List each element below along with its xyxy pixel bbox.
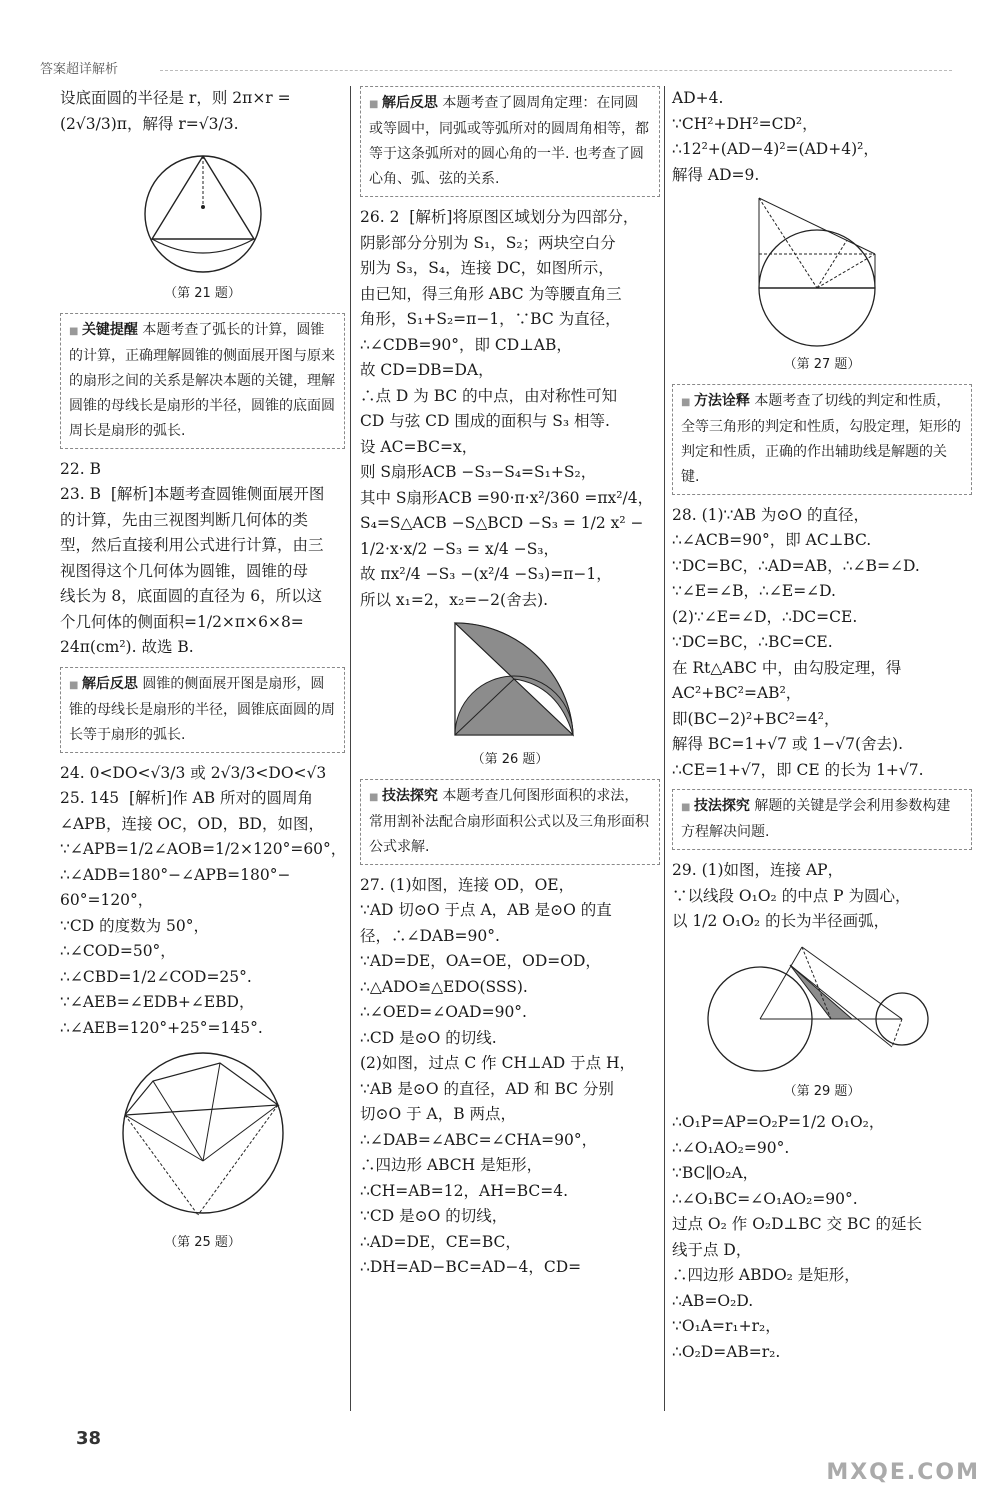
text-line: 28. (1)∵AB 为⊙O 的直径， — [672, 505, 870, 524]
text-line: 径，∴∠DAB=90°. — [360, 926, 500, 945]
figure-21 — [138, 139, 268, 279]
text-line: 由已知，得三角形 ABC 为等腰直角三 — [360, 284, 622, 303]
text-line: 26. 2 [解析]将原图区域划分为四部分， — [360, 208, 639, 226]
tip-text: 本题考查几何图形面积的求法，常用割补法配合扇形面积公式以及三角形面积公式求解. — [369, 787, 649, 855]
tip-text: 圆锥的侧面展开图是扇形，圆锥的母线长是扇形的半径，圆锥底面圆的周长等于扇形的弧长. — [69, 675, 335, 743]
tip-tag: ■ 技法探究 — [369, 788, 438, 804]
figure-27 — [747, 190, 897, 350]
text-line: ∵DC=BC，∴AD=AB，∴∠B=∠D. — [672, 556, 920, 575]
text-line: ∵DC=BC，∴BC=CE. — [672, 633, 833, 651]
text-line: 别为 S₃，S₄，连接 DC，如图所示， — [360, 259, 614, 277]
text-line: 个几何体的侧面积=1/2×π×6×8= — [60, 612, 304, 631]
text-line: ∵BC∥O₂A， — [672, 1164, 759, 1182]
text-line: ∴DH=AD−BC=AD−4，CD= — [360, 1258, 582, 1276]
text-line: ∵O₁A=r₁+r₂， — [672, 1317, 781, 1335]
text-line: 线长为 8，底面圆的直径为 6，所以这 — [60, 587, 323, 605]
tip-box — [60, 313, 345, 449]
text-line: 其中 S扇形ACB =90·π·x²/360 =πx²/4， — [360, 488, 654, 507]
text-line: ∴AD=DE，CE=BC， — [360, 1232, 521, 1251]
figure-25 — [108, 1043, 298, 1228]
text-line: (2√3/3)π，解得 r=√3/3. — [60, 114, 239, 133]
text-line: ∴∠ACB=90°，即 AC⊥BC. — [672, 531, 872, 549]
tip-tag: ■ 方法诠释 — [681, 393, 750, 409]
text-line: S₄=S△ACB −S△BCD −S₃ = 1/2 x² − — [360, 514, 644, 532]
text-line: (2)∵∠E=∠D，∴DC=CE. — [672, 607, 858, 626]
text-line: ∵CH²+DH²=CD²， — [672, 114, 818, 133]
text-line: 29. (1)如图，连接 AP， — [672, 861, 844, 879]
text-line: 过点 O₂ 作 O₂D⊥BC 交 BC 的延长 — [672, 1215, 922, 1233]
tip-box — [60, 667, 345, 753]
tip-tag: ■ 解后反思 — [69, 676, 138, 692]
answer-24: 24. 0<DO<√3/3 或 2√3/3<DO<√3 — [60, 763, 327, 782]
text-line: 阴影部分分别为 S₁，S₂；两块空白分 — [360, 233, 616, 252]
text-line: 故 CD=DB=DA， — [360, 361, 494, 379]
figure-caption: （第 26 题） — [471, 752, 549, 767]
text-line: ∴CD 是⊙O 的切线. — [360, 1028, 497, 1047]
text-line: ∴∠AEB=120°+25°=145°. — [60, 1018, 263, 1037]
tip-text: 解题的关键是学会利用参数构建方程解决问题. — [681, 798, 951, 840]
text-line: 23. B [解析]本题考查圆锥侧面展开图 — [60, 485, 325, 503]
tip-tag: ■ 关键提醒 — [69, 322, 138, 338]
text-line: ∴∠DAB=∠ABC=∠CHA=90°， — [360, 1130, 598, 1149]
text-line: ∴∠CDB=90°，即 CD⊥AB， — [360, 335, 572, 354]
tip-box — [360, 86, 660, 197]
column-1 — [60, 86, 345, 1262]
text-line: ∴∠CBD=1/2∠COD=25°. — [60, 967, 252, 986]
column-3 — [672, 86, 972, 1365]
text-line: ∵∠AEB=∠EDB+∠EBD， — [60, 993, 255, 1011]
text-line: ∴四边形 ABDO₂ 是矩形， — [672, 1266, 860, 1284]
text-line: 的计算，先由三视图判断几何体的类 — [60, 510, 309, 529]
tip-text: 本题考查了圆周角定理：在同圆或等圆中，同弧或等弧所对的圆周角相等，都等于这条弧所对的圆心角的一半. 也考查了圆心角、弧、弦的关系. — [369, 95, 649, 187]
text-line: 设底面圆的半径是 r，则 2π×r = — [60, 89, 291, 107]
text-line: AC²+BC²=AB²， — [672, 684, 802, 702]
text-line: 线于点 D， — [672, 1240, 752, 1259]
text-line: ∵AD 切⊙O 于点 A，AB 是⊙O 的直 — [360, 901, 612, 919]
text-line: 设 AC=BC=x， — [360, 437, 478, 456]
figure-26 — [430, 615, 590, 745]
text-line: 则 S扇形ACB −S₃−S₄=S₁+S₂， — [360, 463, 597, 481]
figure-caption: （第 27 题） — [783, 357, 861, 372]
text-line: ∴∠OED=∠OAD=90°. — [360, 1003, 527, 1021]
text-line: ∴CH=AB=12，AH=BC=4. — [360, 1181, 569, 1200]
text-line: 视图得这个几何体为圆锥，圆锥的母 — [60, 561, 309, 580]
text-line: ∴∠O₁AO₂=90°. — [672, 1138, 790, 1157]
text-line: ∵CD 的度数为 50°， — [60, 916, 209, 935]
tip-text: 本题考查了弧长的计算，圆锥的计算，正确理解圆锥的侧面展开图与原来的扇形之间的关系是解决本题的关键，理解圆锥的母线长是扇形的半径，圆锥的底面圆周长是扇形的弧长. — [69, 321, 335, 439]
figure-caption: （第 29 题） — [783, 1083, 861, 1099]
text-line: AD+4. — [672, 89, 724, 107]
text-line: ∴CE=1+√7，即 CE 的长为 1+√7. — [672, 760, 924, 779]
column-divider — [664, 86, 665, 1411]
text-line: 角形，S₁+S₂=π−1，∵BC 为直径， — [360, 310, 621, 328]
text-line: 切⊙O 于 A，B 两点， — [360, 1105, 517, 1123]
figure-caption: （第 21 题） — [164, 286, 241, 301]
text-line: 即(BC−2)²+BC²=4²， — [672, 709, 840, 728]
tip-box — [360, 779, 660, 865]
text-line: ∴∠O₁BC=∠O₁AO₂=90°. — [672, 1189, 858, 1208]
text-line: ∵以线段 O₁O₂ 的中点 P 为圆心， — [672, 886, 911, 905]
text-line: ∴O₁P=AP=O₂P=1/2 O₁O₂， — [672, 1113, 885, 1131]
figure-caption: （第 25 题） — [164, 1235, 241, 1250]
text-line: ∵CD 是⊙O 的切线， — [360, 1207, 508, 1225]
text-line: 解得 BC=1+√7 或 1−√7(舍去). — [672, 735, 904, 753]
text-line: ∴△ADO≌△EDO(SSS). — [360, 977, 528, 996]
text-line: ∴∠COD=50°， — [60, 942, 176, 960]
text-line: (2)如图，过点 C 作 CH⊥AD 于点 H， — [360, 1054, 636, 1072]
text-line: 以 1/2 O₁O₂ 的长为半径画弧， — [672, 912, 890, 930]
watermark-text: MXQE.COM — [826, 1460, 980, 1485]
tip-tag: ■ 技法探究 — [681, 798, 750, 814]
text-line: 在 Rt△ABC 中，由勾股定理，得 — [672, 658, 902, 677]
tip-box — [672, 384, 972, 495]
text-line: CD 与弦 CD 围成的面积与 S₃ 相等. — [360, 412, 610, 430]
text-line: 解得 AD=9. — [672, 165, 760, 184]
tip-text: 本题考查了切线的判定和性质，全等三角形的判定和性质，勾股定理，矩形的判定和性质，正确的作出辅助线是解题的关键. — [681, 392, 961, 485]
page-number: 38 — [76, 1428, 102, 1449]
figure-29 — [702, 937, 942, 1077]
text-line: ∠APB，连接 OC，OD，BD，如图， — [60, 814, 324, 833]
tip-box — [672, 789, 972, 850]
text-line: ∴12²+(AD−4)²=(AD+4)²， — [672, 140, 879, 158]
column-2 — [360, 86, 660, 1281]
text-line: 60°=120°， — [60, 891, 154, 909]
header-divider — [160, 70, 952, 71]
text-line: ∴O₂D=AB=r₂. — [672, 1342, 781, 1361]
tip-tag: ■ 解后反思 — [369, 95, 438, 111]
answer-22: 22. B — [60, 459, 101, 478]
text-line: 型，然后直接利用公式进行计算，由三 — [60, 536, 324, 554]
text-line: 故 πx²/4 −S₃ −(x²/4 −S₃)=π−1， — [360, 565, 612, 583]
text-line: ∵AD=DE，OA=OE，OD=OD， — [360, 952, 601, 970]
text-line: ∵AB 是⊙O 的直径，AD 和 BC 分别 — [360, 1079, 614, 1098]
header-title: 答案超详解析 — [40, 62, 119, 77]
text-line: ∵∠APB=1/2∠AOB=1/2×120°=60°， — [60, 840, 347, 858]
text-line: ∴∠ADB=180°−∠APB=180°− — [60, 865, 291, 884]
text-line: 1/2·x·x/2 −S₃ = x/4 −S₃， — [360, 539, 560, 558]
text-line: 所以 x₁=2，x₂=−2(舍去). — [360, 590, 549, 609]
column-divider — [350, 86, 351, 1411]
text-line: 27. (1)如图，连接 OD，OE， — [360, 875, 575, 894]
text-line: ∴四边形 ABCH 是矩形， — [360, 1156, 543, 1174]
text-line: ∴点 D 为 BC 的中点，由对称性可知 — [360, 386, 618, 405]
text-line: 25. 145 [解析]作 AB 所对的圆周角 — [60, 789, 314, 807]
text-line: ∴AB=O₂D. — [672, 1291, 754, 1310]
text-line: ∵∠E=∠B，∴∠E=∠D. — [672, 582, 836, 600]
text-line: 24π(cm²). 故选 B. — [60, 638, 194, 656]
